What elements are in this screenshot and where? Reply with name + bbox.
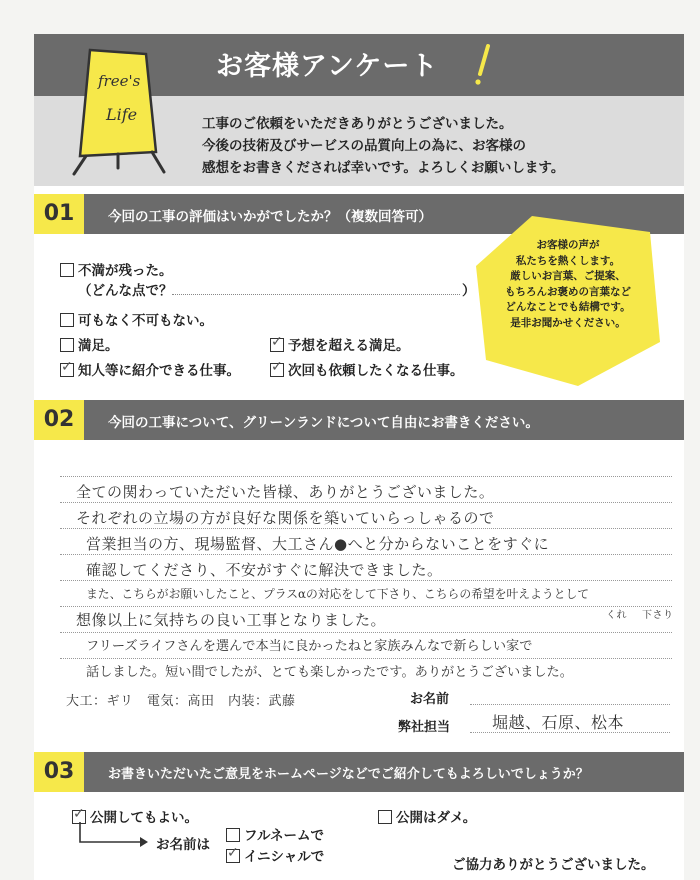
checkbox-initials[interactable]: [226, 845, 240, 863]
option-which-point: [78, 279, 173, 299]
checkbox-neutral[interactable]: [60, 313, 74, 327]
name-label: お名前: [410, 692, 450, 707]
option-neutral[interactable]: [60, 309, 213, 329]
q2-number: 02: [34, 400, 84, 440]
page-title: お客様アンケート: [216, 51, 439, 82]
intro-line-2: 今後の技術及びサービスの品質向上の為に、お客様の: [202, 138, 526, 154]
name-field[interactable]: [470, 704, 670, 705]
checkbox-satisfied[interactable]: [60, 338, 74, 352]
publish-no-label: 公開はダメ。: [396, 810, 477, 826]
checkbox-again[interactable]: [270, 359, 284, 377]
check-mark-icon: ✓: [271, 334, 283, 350]
handwritten-line-2: それぞれの立場の方が良好な関係を築いていらっしゃるので: [76, 509, 495, 527]
handwritten-line-6: 想像以上に気持ちの良い工事となりました。: [76, 611, 387, 629]
q2-title: 今回の工事について、グリーンランドについて自由にお書きください。: [108, 415, 539, 431]
q3-number: 03: [34, 752, 84, 792]
callout-line-5: どんなことでも結構です。: [505, 301, 631, 313]
callout-line-3: 厳しいお言葉、ご提案、: [510, 270, 626, 282]
option-exceeded-label: 予想を超える満足。: [288, 338, 410, 354]
callout-line-6: 是非お聞かせください。: [510, 316, 626, 329]
checkbox-fullname[interactable]: [226, 828, 240, 842]
option-exceeded[interactable]: [270, 334, 410, 354]
handwritten-line-7: フリーズライフさんを選んで本当に良かったねと家族みんなで新らしい家で: [86, 639, 533, 654]
q1-title: 今回の工事の評価はいかがでしたか？（複数回答可）: [108, 209, 432, 225]
option-again-label: 次回も依頼したくなる仕事。: [288, 363, 464, 379]
writing-line: [60, 658, 672, 659]
which-point-close: ）: [462, 283, 476, 299]
intro-line-1: 工事のご依頼をいただきありがとうございました。: [202, 116, 513, 132]
handwritten-line-5: また、こちらがお願いしたこと、プラスαの対応をして下さり、こちらの希望を叶えようとして: [86, 587, 590, 601]
check-mark-icon: ✓: [73, 806, 85, 822]
name-question: お名前は: [156, 837, 210, 853]
option-neutral-label: 可もなく不可もない。: [78, 313, 213, 329]
checkbox-unsatisfied[interactable]: [60, 263, 74, 277]
handwritten-crew-note: 大工：ギリ 電気：高田 内装：武藤: [66, 694, 296, 709]
publish-ok-label: 公開してもよい。: [90, 810, 198, 826]
exclamation-icon: [472, 44, 496, 88]
logo-text-2: Life: [106, 105, 138, 124]
checkbox-exceeded[interactable]: [270, 334, 284, 352]
option-satisfied-label: 満足。: [78, 338, 119, 354]
writing-line: [60, 632, 672, 633]
initials-label: イニシャルで: [244, 849, 325, 865]
handwritten-line-8: 話しました。短い間でしたが、とても楽しかったです。ありがとうございました。: [86, 665, 573, 680]
q3-title: お書きいただいたご意見をホームページなどでご紹介してもよろしいでしょうか？: [108, 767, 589, 782]
signboard-logo-icon: [60, 44, 172, 176]
checkbox-recommend[interactable]: [60, 359, 74, 377]
option-again[interactable]: [270, 359, 464, 379]
logo-text-1: free's: [98, 72, 141, 90]
callout-line-4: もちろんお褒めの言葉など: [505, 285, 631, 298]
writing-line: [60, 580, 672, 581]
check-mark-icon: ✓: [271, 359, 283, 375]
option-recommend[interactable]: [60, 359, 240, 379]
writing-line: [60, 528, 672, 529]
option-initials[interactable]: [226, 845, 324, 865]
check-mark-icon: ✓: [227, 845, 239, 861]
handwritten-line-1: 全ての関わっていただいた皆様、ありがとうございました。: [76, 483, 495, 501]
arrow-right-icon: [76, 822, 156, 850]
handwritten-insert-note-2: 下さり: [642, 610, 674, 621]
writing-line: [60, 554, 672, 555]
writing-line: [60, 502, 672, 503]
callout-line-1: お客様の声が: [536, 239, 600, 251]
intro-line-3: 感想をお書きくだされば幸いです。よろしくお願いします。: [202, 160, 565, 176]
option-publish-no[interactable]: [378, 806, 476, 826]
handwritten-staff: 堀越、石原、松本: [492, 713, 625, 732]
option-unsatisfied-label: 不満が残った。: [78, 263, 173, 279]
callout-line-2: 私たちを熱くします。: [515, 254, 621, 267]
staff-label: 弊社担当: [398, 720, 451, 735]
writing-line: [60, 606, 672, 607]
option-recommend-label: 知人等に紹介できる仕事。: [78, 363, 240, 379]
checkbox-publish-no[interactable]: [378, 810, 392, 824]
handwritten-line-3: 営業担当の方、現場監督、大工さん●へと分からないことをすぐに: [86, 535, 550, 553]
option-fullname[interactable]: [226, 824, 324, 844]
option-unsatisfied[interactable]: [60, 259, 173, 279]
which-point-label: （どんな点で？: [78, 283, 173, 299]
handwritten-line-4: 確認してくださり、不安がすぐに解決できました。: [86, 561, 443, 579]
q1-number: 01: [34, 194, 84, 234]
option-satisfied[interactable]: [60, 334, 119, 354]
writing-line: [60, 476, 672, 477]
which-point-field[interactable]: [172, 294, 460, 295]
callout-text: [474, 238, 662, 331]
check-mark-icon: ✓: [61, 359, 73, 375]
fullname-label: フルネームで: [244, 828, 325, 844]
handwritten-insert-note: くれ: [606, 610, 627, 621]
thanks-text: ご協力ありがとうございました。: [452, 857, 655, 873]
